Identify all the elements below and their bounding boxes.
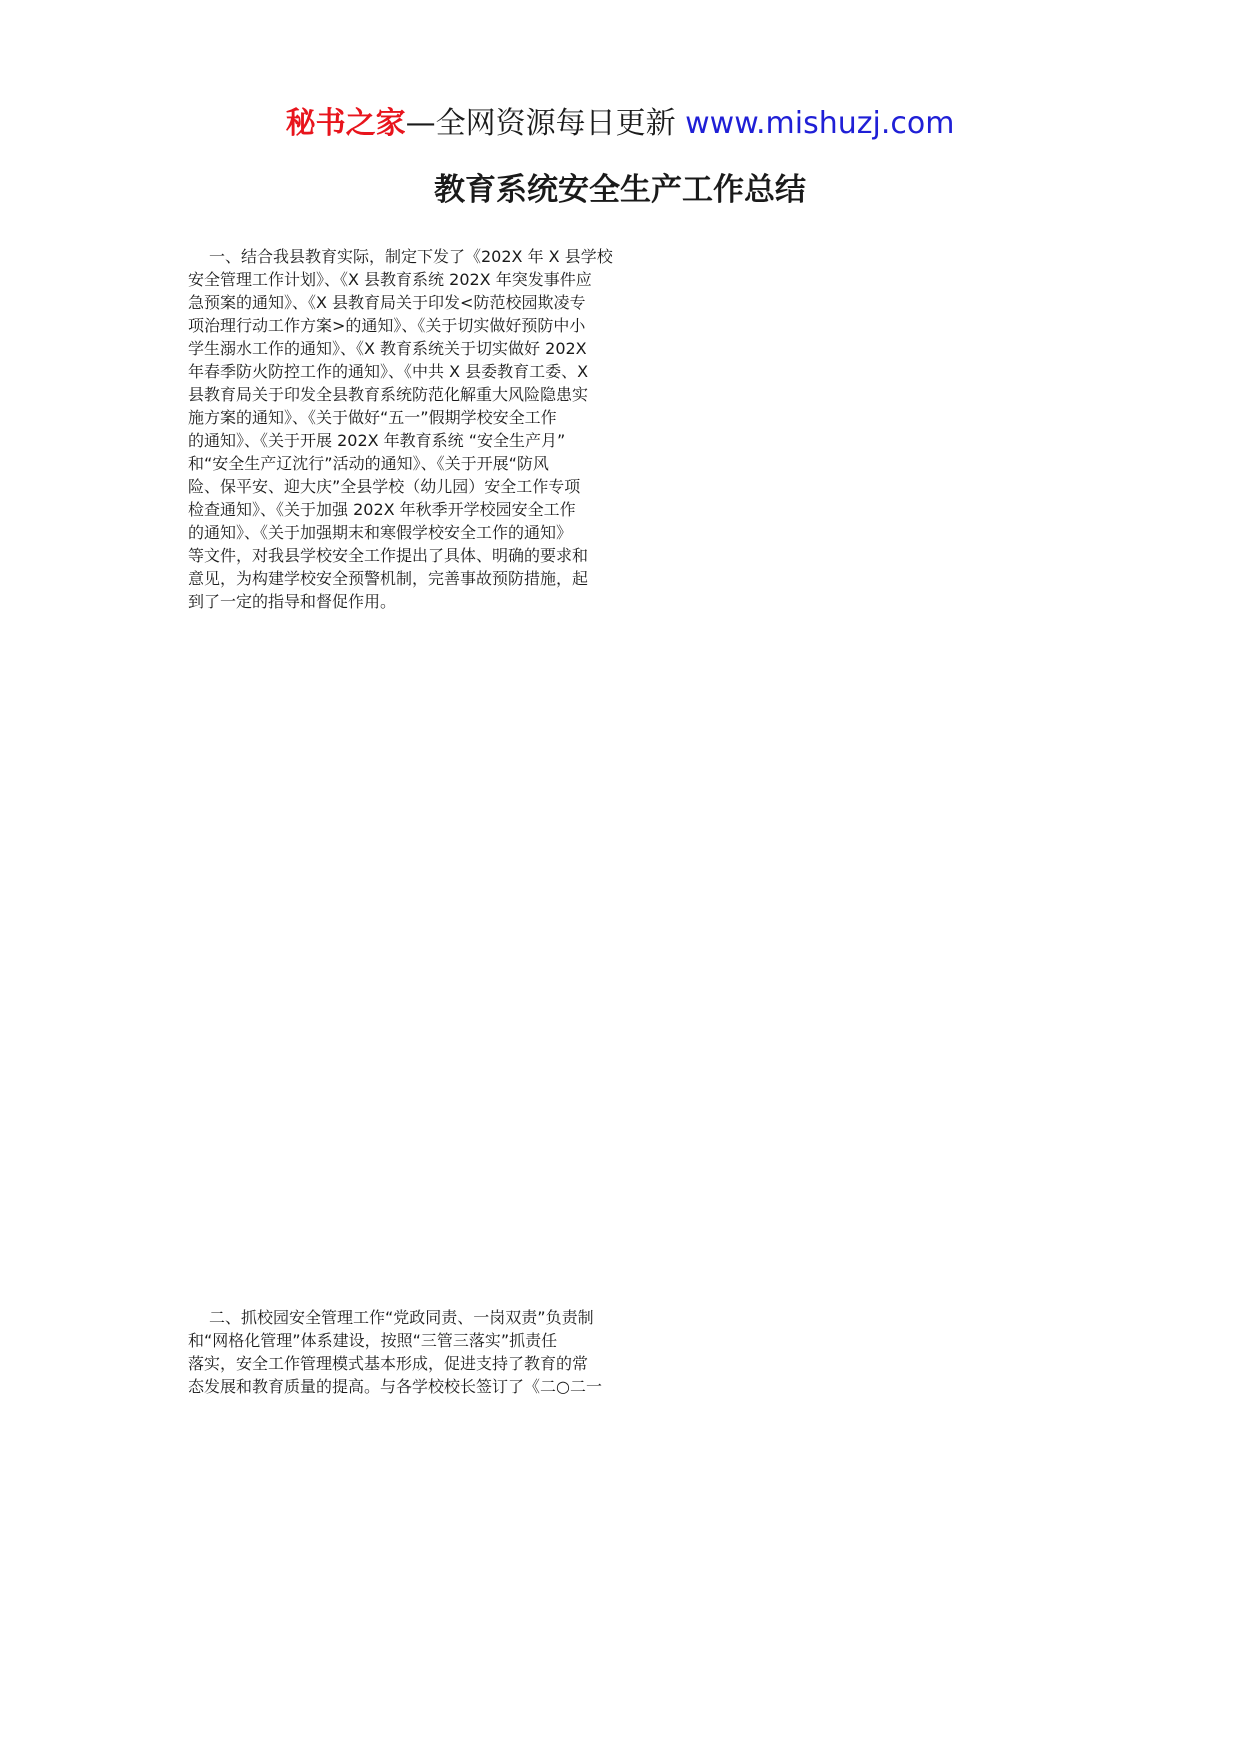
paragraph-line: 项治理行动工作方案>的通知》、《关于切实做好预防中小 bbox=[188, 316, 586, 335]
header-tagline: —全网资源每日更新 bbox=[405, 106, 676, 141]
paragraph-line: 到了一定的指导和督促作用。 bbox=[188, 592, 397, 611]
site-url-link[interactable]: www.mishuzj.com bbox=[685, 106, 955, 141]
paragraph-2 bbox=[188, 1305, 1056, 1397]
paragraph-line: 和“网格化管理”体系建设，按照“三管三落实”抓责任 bbox=[188, 1331, 558, 1350]
paragraph-line: 和“安全生产辽沈行”活动的通知》、《关于开展“防风 bbox=[188, 454, 549, 473]
paragraph-line: 二、抓校园安全管理工作“党政同责、一岗双责”负责制 bbox=[209, 1308, 594, 1327]
paragraph-line: 意见，为构建学校安全预警机制，完善事故预防措施，起 bbox=[188, 569, 589, 588]
paragraph-line: 安全管理工作计划》、《X 县教育系统 202X 年突发事件应 bbox=[188, 270, 592, 289]
paragraph-line: 态发展和教育质量的提高。与各学校校长签订了《二○二一 bbox=[188, 1377, 602, 1396]
paragraph-line: 学生溺水工作的通知》、《X 教育系统关于切实做好 202X bbox=[188, 339, 587, 358]
paragraph-line: 年春季防火防控工作的通知》、《中共 X 县委教育工委、X bbox=[188, 362, 589, 381]
paragraph-line: 施方案的通知》、《关于做好“五一”假期学校安全工作 bbox=[188, 408, 557, 427]
site-header-banner bbox=[0, 100, 1240, 148]
paragraph-line: 一、结合我县教育实际，制定下发了《202X 年 X 县学校 bbox=[209, 247, 613, 266]
paragraph-line: 落实，安全工作管理模式基本形成，促进支持了教育的常 bbox=[188, 1354, 589, 1373]
brand-name: 秘书之家 bbox=[285, 106, 406, 141]
paragraph-line: 险、保平安、迎大庆”全县学校（幼儿园）安全工作专项 bbox=[188, 477, 581, 496]
document-title: 教育系统安全生产工作总结 bbox=[434, 172, 806, 208]
paragraph-line: 县教育局关于印发全县教育系统防范化解重大风险隐患实 bbox=[188, 385, 589, 404]
paragraph-1 bbox=[188, 244, 1056, 612]
paragraph-line: 等文件，对我县学校安全工作提出了具体、明确的要求和 bbox=[188, 546, 589, 565]
paragraph-line: 的通知》、《关于加强期末和寒假学校安全工作的通知》 bbox=[188, 523, 573, 542]
paragraph-line: 的通知》、《关于开展 202X 年教育系统 “安全生产月” bbox=[188, 431, 566, 450]
paragraph-line: 急预案的通知》、《X 县教育局关于印发<防范校园欺凌专 bbox=[188, 293, 586, 312]
paragraph-line: 检查通知》、《关于加强 202X 年秋季开学校园安全工作 bbox=[188, 500, 576, 519]
